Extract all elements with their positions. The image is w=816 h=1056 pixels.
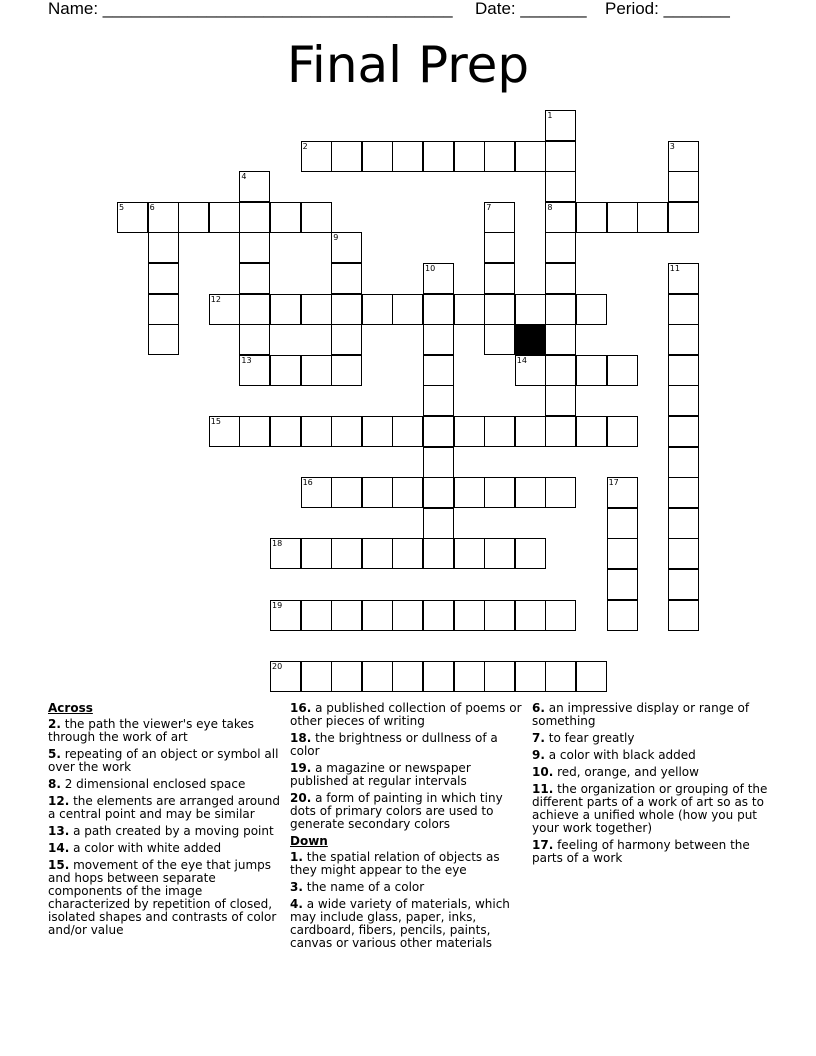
grid-cell[interactable] xyxy=(668,569,699,600)
grid-cell[interactable] xyxy=(301,416,332,447)
grid-cell[interactable] xyxy=(362,661,393,692)
grid-cell[interactable] xyxy=(301,141,332,172)
grid-cell[interactable] xyxy=(209,416,240,447)
clue-item xyxy=(532,783,768,835)
grid-cell[interactable] xyxy=(392,600,423,631)
clue-item xyxy=(48,842,284,855)
grid-cell[interactable] xyxy=(607,355,638,386)
clues-column-1 xyxy=(48,702,284,941)
grid-cell[interactable] xyxy=(576,294,607,325)
cell-number: 17 xyxy=(608,478,619,488)
clue-item xyxy=(290,732,526,758)
down-heading: Down xyxy=(290,834,328,848)
grid-cell[interactable] xyxy=(484,324,515,355)
grid-cell[interactable] xyxy=(545,661,576,692)
grid-cell[interactable] xyxy=(545,263,576,294)
clue-text: a magazine or newspaper published at regular intervals xyxy=(290,761,471,788)
grid-cell[interactable] xyxy=(484,141,515,172)
clue-text: a wide variety of materials, which may include glass, paper, inks, cardboard, fibers, pencils, paints, canvas or various other materials xyxy=(290,897,510,950)
grid-cell[interactable] xyxy=(423,600,454,631)
clue-item xyxy=(290,702,526,728)
name-field[interactable]: Name: _____________________________________ xyxy=(48,0,453,18)
clue-number: 13. xyxy=(48,824,70,838)
clue-text: red, orange, and yellow xyxy=(553,765,699,779)
clue-item xyxy=(532,749,768,762)
grid-cell[interactable] xyxy=(607,202,638,233)
clue-item xyxy=(290,881,526,894)
grid-cell[interactable] xyxy=(607,508,638,539)
clue-text: the name of a color xyxy=(302,880,425,894)
clue-number: 12. xyxy=(48,794,70,808)
clue-text: the path the viewer's eye takes through the work of art xyxy=(48,717,255,744)
clue-number: 18. xyxy=(290,731,312,745)
grid-cell[interactable] xyxy=(148,324,179,355)
grid-cell[interactable] xyxy=(423,324,454,355)
grid-cell[interactable] xyxy=(637,202,668,233)
grid-cell[interactable] xyxy=(515,416,546,447)
grid-cell[interactable] xyxy=(423,141,454,172)
grid-cell[interactable] xyxy=(423,538,454,569)
grid-cell[interactable] xyxy=(607,416,638,447)
clue-number: 5. xyxy=(48,747,61,761)
grid-cell[interactable] xyxy=(148,202,179,233)
clue-number: 3. xyxy=(290,880,303,894)
grid-cell[interactable] xyxy=(331,324,362,355)
cell-number: 11 xyxy=(669,264,680,273)
grid-cell[interactable] xyxy=(484,538,515,569)
clue-number: 10. xyxy=(532,765,554,779)
clue-number: 17. xyxy=(532,838,554,852)
grid-cell[interactable] xyxy=(515,355,546,386)
grid-cell[interactable] xyxy=(270,202,301,233)
grid-cell[interactable] xyxy=(576,661,607,692)
grid-cell[interactable] xyxy=(362,477,393,508)
grid-cell[interactable] xyxy=(668,294,699,325)
clues-section xyxy=(48,702,768,962)
grid-cell[interactable] xyxy=(270,600,301,631)
grid-cell[interactable] xyxy=(545,416,576,447)
grid-cell[interactable] xyxy=(668,447,699,478)
grid-cell[interactable] xyxy=(301,477,332,508)
grid-cell[interactable] xyxy=(545,600,576,631)
grid-cell[interactable] xyxy=(392,477,423,508)
grid-cell[interactable] xyxy=(331,294,362,325)
grid-cell[interactable] xyxy=(239,263,270,294)
clue-number: 14. xyxy=(48,841,70,855)
grid-cell[interactable] xyxy=(148,232,179,263)
cell-number: 19 xyxy=(272,600,283,610)
grid-cell[interactable] xyxy=(362,294,393,325)
cell-number: 15 xyxy=(210,417,221,426)
grid-cell[interactable] xyxy=(454,661,485,692)
grid-cell[interactable] xyxy=(239,416,270,447)
clue-number: 7. xyxy=(532,731,545,745)
clue-number: 9. xyxy=(532,748,545,762)
grid-cell[interactable] xyxy=(423,447,454,478)
grid-cell[interactable] xyxy=(331,600,362,631)
grid-cell[interactable] xyxy=(484,294,515,325)
grid-cell[interactable] xyxy=(331,141,362,172)
grid-cell[interactable] xyxy=(301,355,332,386)
grid-cell[interactable] xyxy=(454,141,485,172)
cell-number: 9 xyxy=(333,233,339,243)
grid-cell[interactable] xyxy=(331,477,362,508)
grid-cell[interactable] xyxy=(362,538,393,569)
grid-cell[interactable] xyxy=(484,661,515,692)
grid-cell[interactable] xyxy=(545,294,576,325)
grid-cell[interactable] xyxy=(668,416,699,447)
grid-cell[interactable] xyxy=(331,263,362,294)
grid-cell[interactable] xyxy=(484,477,515,508)
grid-cell[interactable] xyxy=(301,294,332,325)
clue-item xyxy=(532,766,768,779)
grid-cell[interactable] xyxy=(484,263,515,294)
clue-text: a published collection of poems or other pieces of writing xyxy=(290,701,522,728)
grid-cell[interactable] xyxy=(484,202,515,233)
grid-cell[interactable] xyxy=(545,324,576,355)
grid-cell[interactable] xyxy=(423,661,454,692)
grid-cell[interactable] xyxy=(515,600,546,631)
grid-cell[interactable] xyxy=(607,538,638,569)
cell-number: 18 xyxy=(272,539,283,549)
clue-number: 20. xyxy=(290,791,312,805)
grid-cell[interactable] xyxy=(270,355,301,386)
date-field[interactable]: Date: _______ xyxy=(475,0,587,18)
cell-number: 6 xyxy=(149,202,155,212)
grid-cell[interactable] xyxy=(454,600,485,631)
cell-number: 12 xyxy=(210,294,221,304)
grid-cell[interactable] xyxy=(423,416,454,447)
clue-text: movement of the eye that jumps and hops between separate components of the image characterized by repetition of closed, isolated shapes and contrasts of color and/or value xyxy=(48,858,277,937)
grid-cell[interactable] xyxy=(607,569,638,600)
clue-number: 19. xyxy=(290,761,312,775)
grid-cell[interactable] xyxy=(545,355,576,386)
grid-cell[interactable] xyxy=(668,385,699,416)
cell-number: 7 xyxy=(486,202,492,212)
grid-cell[interactable] xyxy=(239,324,270,355)
grid-cell[interactable] xyxy=(515,294,546,325)
grid-cell[interactable] xyxy=(270,416,301,447)
cell-number: 1 xyxy=(547,111,553,120)
clue-item xyxy=(532,839,768,865)
grid-cell[interactable] xyxy=(668,600,699,631)
grid-cell[interactable] xyxy=(239,171,270,202)
grid-cell[interactable] xyxy=(576,202,607,233)
clue-number: 15. xyxy=(48,858,70,872)
grid-cell[interactable] xyxy=(331,355,362,386)
clue-text: a color with black added xyxy=(544,748,696,762)
grid-cell[interactable] xyxy=(301,202,332,233)
grid-cell[interactable] xyxy=(668,355,699,386)
grid-cell[interactable] xyxy=(668,324,699,355)
grid-cell[interactable] xyxy=(668,538,699,569)
grid-cell[interactable] xyxy=(423,355,454,386)
grid-cell[interactable] xyxy=(331,232,362,263)
cell-number: 14 xyxy=(516,355,527,365)
grid-cell[interactable] xyxy=(239,355,270,386)
grid-cell[interactable] xyxy=(178,202,209,233)
clue-text: the organization or grouping of the different parts of a work of art so as to achieve a unified whole (how you put your work together) xyxy=(532,782,768,835)
clue-text: the elements are arranged around a central point and may be similar xyxy=(48,794,280,821)
grid-cell[interactable] xyxy=(668,141,699,172)
black-cell xyxy=(515,324,546,355)
grid-cell[interactable] xyxy=(668,171,699,202)
grid-cell[interactable] xyxy=(545,202,576,233)
clue-item xyxy=(48,748,284,774)
page-title: Final Prep xyxy=(286,36,530,94)
grid-cell[interactable] xyxy=(117,202,148,233)
grid-cell[interactable] xyxy=(545,171,576,202)
clue-item xyxy=(290,762,526,788)
grid-cell[interactable] xyxy=(545,385,576,416)
grid-cell[interactable] xyxy=(301,600,332,631)
clue-item xyxy=(532,702,768,728)
clue-item xyxy=(48,859,284,937)
grid-cell[interactable] xyxy=(515,538,546,569)
grid-cell[interactable] xyxy=(545,110,576,141)
cell-number: 10 xyxy=(425,264,436,273)
grid-cell[interactable] xyxy=(331,661,362,692)
period-field[interactable]: Period: _______ xyxy=(605,0,730,18)
cell-number: 4 xyxy=(241,172,247,182)
grid-cell[interactable] xyxy=(454,538,485,569)
clue-item xyxy=(48,825,284,838)
grid-cell[interactable] xyxy=(392,294,423,325)
clue-item xyxy=(48,718,284,744)
grid-cell[interactable] xyxy=(301,538,332,569)
grid-cell[interactable] xyxy=(239,202,270,233)
grid-cell[interactable] xyxy=(515,477,546,508)
clue-number: 2. xyxy=(48,717,61,731)
cell-number: 5 xyxy=(119,202,125,212)
clue-text: the spatial relation of objects as they might appear to the eye xyxy=(290,850,500,877)
clue-item xyxy=(290,792,526,831)
grid-cell[interactable] xyxy=(270,661,301,692)
grid-cell[interactable] xyxy=(331,538,362,569)
clue-number: 6. xyxy=(532,701,545,715)
grid-cell[interactable] xyxy=(668,477,699,508)
clue-number: 11. xyxy=(532,782,554,796)
grid-cell[interactable] xyxy=(392,661,423,692)
grid-cell[interactable] xyxy=(239,232,270,263)
clue-text: the brightness or dullness of a color xyxy=(290,731,498,758)
grid-cell[interactable] xyxy=(392,416,423,447)
grid-cell[interactable] xyxy=(209,294,240,325)
clue-item xyxy=(290,898,526,950)
grid-cell[interactable] xyxy=(484,232,515,263)
grid-cell[interactable] xyxy=(576,355,607,386)
grid-cell[interactable] xyxy=(270,538,301,569)
grid-cell[interactable] xyxy=(362,600,393,631)
grid-cell[interactable] xyxy=(331,416,362,447)
clues-column-3 xyxy=(532,702,768,869)
clue-text: a path created by a moving point xyxy=(69,824,274,838)
clue-text: a form of painting in which tiny dots of primary colors are used to generate secondary colors xyxy=(290,791,503,831)
grid-cell[interactable] xyxy=(484,416,515,447)
grid-cell[interactable] xyxy=(423,263,454,294)
grid-cell[interactable] xyxy=(392,141,423,172)
clue-text: 2 dimensional enclosed space xyxy=(60,777,246,791)
clue-item xyxy=(532,732,768,745)
grid-cell[interactable] xyxy=(668,508,699,539)
grid-cell[interactable] xyxy=(607,600,638,631)
grid-cell[interactable] xyxy=(545,232,576,263)
clue-text: a color with white added xyxy=(69,841,222,855)
cell-number: 2 xyxy=(302,141,308,151)
grid-cell[interactable] xyxy=(515,141,546,172)
grid-cell[interactable] xyxy=(239,294,270,325)
grid-cell[interactable] xyxy=(545,141,576,172)
clue-text: to fear greatly xyxy=(544,731,635,745)
clue-number: 4. xyxy=(290,897,303,911)
grid-cell[interactable] xyxy=(668,202,699,233)
grid-cell[interactable] xyxy=(148,263,179,294)
clue-text: feeling of harmony between the parts of a work xyxy=(532,838,750,865)
grid-cell[interactable] xyxy=(392,538,423,569)
grid-cell[interactable] xyxy=(362,141,393,172)
grid-cell[interactable] xyxy=(301,661,332,692)
clue-text: repeating of an object or symbol all over the work xyxy=(48,747,279,774)
grid-cell[interactable] xyxy=(423,508,454,539)
grid-cell[interactable] xyxy=(148,294,179,325)
clue-number: 1. xyxy=(290,850,303,864)
cell-number: 13 xyxy=(241,355,252,365)
grid-cell[interactable] xyxy=(607,477,638,508)
grid-cell[interactable] xyxy=(484,600,515,631)
grid-cell[interactable] xyxy=(668,263,699,294)
grid-cell[interactable] xyxy=(576,416,607,447)
grid-cell[interactable] xyxy=(423,294,454,325)
grid-cell[interactable] xyxy=(209,202,240,233)
grid-cell[interactable] xyxy=(545,477,576,508)
grid-cell[interactable] xyxy=(454,416,485,447)
cell-number: 3 xyxy=(669,141,675,151)
clue-text: an impressive display or range of something xyxy=(532,701,750,728)
across-heading: Across xyxy=(48,701,93,715)
grid-cell[interactable] xyxy=(423,477,454,508)
cell-number: 20 xyxy=(272,661,283,671)
cell-number: 16 xyxy=(302,478,313,488)
grid-cell[interactable] xyxy=(423,385,454,416)
cell-number: 8 xyxy=(547,202,553,212)
grid-cell[interactable] xyxy=(454,294,485,325)
clue-number: 16. xyxy=(290,701,312,715)
clues-column-2 xyxy=(290,702,526,954)
grid-cell[interactable] xyxy=(454,477,485,508)
grid-cell[interactable] xyxy=(270,294,301,325)
clue-item xyxy=(48,778,284,791)
grid-cell[interactable] xyxy=(362,416,393,447)
clue-item xyxy=(48,795,284,821)
clue-item xyxy=(290,851,526,877)
clue-number: 8. xyxy=(48,777,61,791)
grid-cell[interactable] xyxy=(515,661,546,692)
